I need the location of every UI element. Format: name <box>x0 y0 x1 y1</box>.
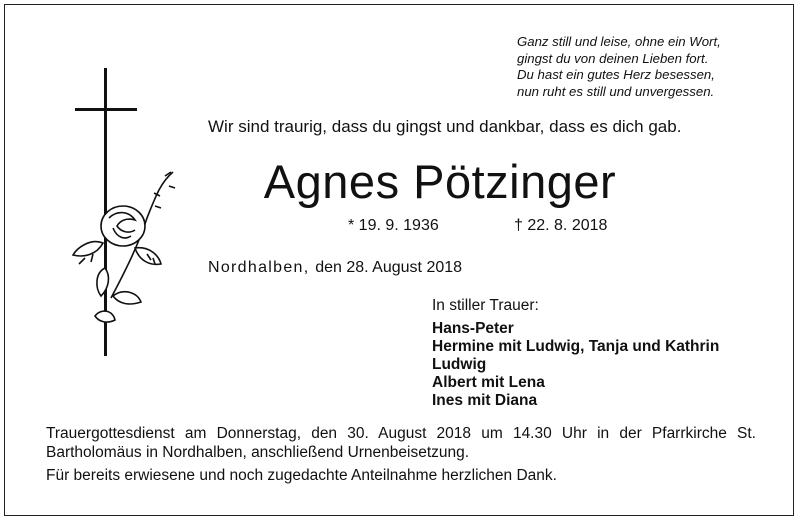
deceased-name: Agnes Pötzinger <box>263 155 617 208</box>
cross-icon <box>65 68 185 356</box>
poem-line: Ganz still und leise, ohne ein Wort, <box>517 34 721 49</box>
thanks: Für bereits erwiesene und noch zugedachte Anteilnahme herzlichen Dank. <box>46 467 557 484</box>
mourner-name: Ines mit Diana <box>432 392 538 409</box>
poem <box>517 34 787 100</box>
motto: Wir sind traurig, dass du gingst und dankbar, dass es dich gab. <box>208 117 682 136</box>
poem-line: nun ruht es still und unvergessen. <box>517 83 715 99</box>
place-date <box>208 259 462 277</box>
mourner-name: Hans-Peter <box>432 320 514 337</box>
service-info: Trauergottesdienst am Donnerstag, den 30. August 2018 um 14.30 Uhr in der Pfarrkirche St. Bartholomäus in Nordhalben, anschließend Urnenbeisetzung. <box>46 425 756 461</box>
date: den 28. August 2018 <box>315 259 463 276</box>
mourners-list <box>432 320 719 410</box>
poem-line: Du hast ein gutes Herz besessen, <box>517 67 715 82</box>
death-date: † 22. 8. 2018 <box>514 217 608 234</box>
mourner-name: Albert mit Lena <box>432 374 545 391</box>
birth-date: * 19. 9. 1936 <box>348 217 439 234</box>
mourner-name: Hermine mit Ludwig, Tanja und Kathrin <box>432 338 720 355</box>
mourner-name: Ludwig <box>432 356 487 373</box>
mourners-heading: In stiller Trauer: <box>432 297 539 314</box>
poem-line: gingst du von deinen Lieben fort. <box>517 50 709 66</box>
place: Nordhalben, <box>208 259 310 276</box>
